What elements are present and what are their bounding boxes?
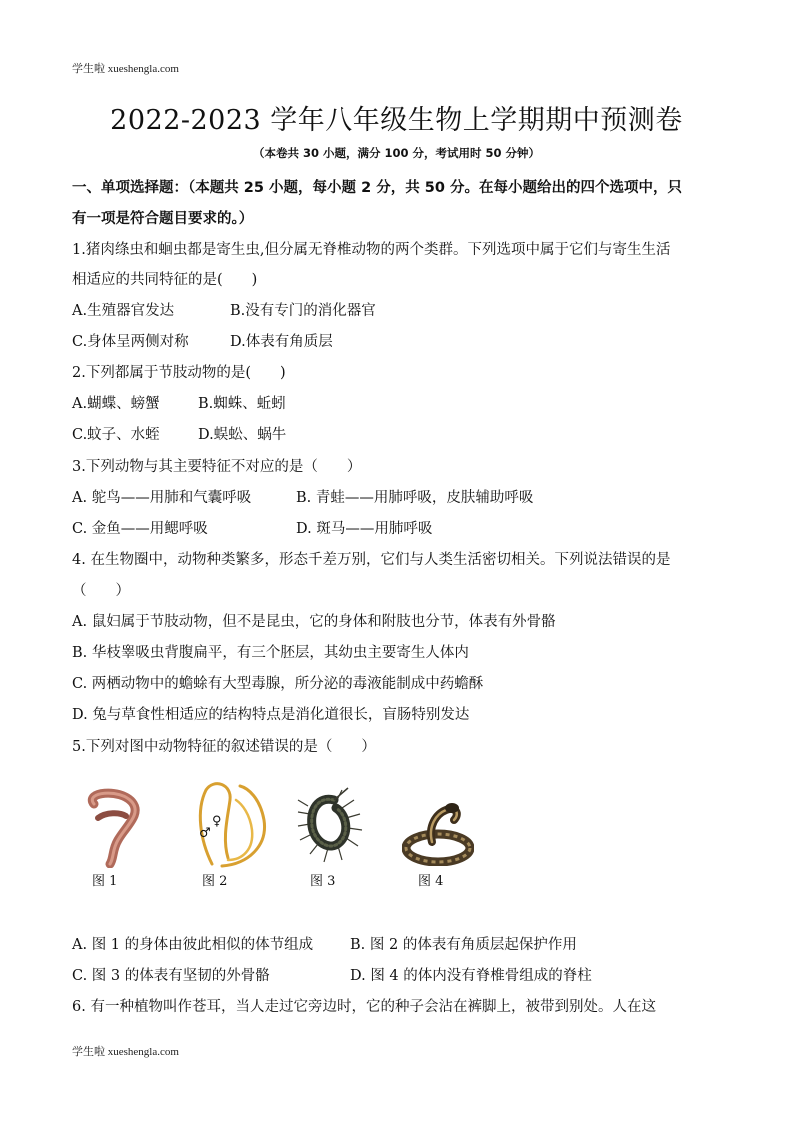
q1-option-c: C.身体呈两侧对称 — [72, 334, 189, 350]
page-subtitle: （本卷共 30 小题，满分 100 分，考试用时 50 分钟） — [252, 146, 541, 160]
q4-option-a: A. 鼠妇属于节肢动物，但不是昆虫，它的身体和附肢也分节，体表有外骨骼 — [72, 614, 556, 630]
figure-label-3: 图 3 — [310, 874, 336, 889]
q2-option-a: A.蝴蝶、螃蟹 — [72, 396, 160, 412]
centipede-image — [296, 786, 366, 868]
q3-option-a: A. 鸵鸟——用肺和气囊呼吸 — [72, 490, 252, 506]
q2-stem: 2.下列都属于节肢动物的是( ) — [72, 365, 286, 381]
q3-option-d: D. 斑马——用肺呼吸 — [296, 521, 433, 537]
watermark-top: 学生啦 xueshengla.com — [72, 63, 179, 75]
figure-label-2: 图 2 — [202, 874, 228, 889]
q4-option-d: D. 兔与草食性相适应的结构特点是消化道很长，盲肠特别发达 — [72, 707, 470, 723]
q1-option-a: A.生殖器官发达 — [72, 303, 175, 319]
q2-option-b: B.蜘蛛、蚯蚓 — [198, 396, 286, 412]
q5-option-d: D. 图 4 的体内没有脊椎骨组成的脊柱 — [350, 968, 592, 984]
q5-stem: 5.下列对图中动物特征的叙述错误的是（ ） — [72, 739, 376, 755]
figure-label-4: 图 4 — [418, 874, 444, 889]
section-heading-line1: 一、单项选择题：（本题共 25 小题，每小题 2 分，共 50 分。在每小题给出的四个选项中，只 — [72, 180, 682, 196]
q6-stem-line1: 6. 有一种植物叫作苍耳，当人走过它旁边时，它的种子会沾在裤脚上，被带到别处。人在这 — [72, 999, 656, 1015]
q4-option-c: C. 两栖动物中的蟾蜍有大型毒腺，所分泌的毒液能制成中药蟾酥 — [72, 676, 484, 692]
q4-stem-line2: （ ） — [72, 583, 130, 599]
male-symbol: ♂ — [199, 826, 211, 841]
section-heading-line2: 有一项是符合题目要求的。） — [72, 211, 254, 227]
snake-image — [402, 790, 474, 866]
female-symbol: ♀ — [212, 814, 222, 829]
q1-option-d: D.体表有角质层 — [230, 334, 333, 350]
q2-option-d: D.蜈蚣、蜗牛 — [198, 427, 287, 443]
q1-stem-line1: 1.猪肉绦虫和蛔虫都是寄生虫,但分属无脊椎动物的两个类群。下列选项中属于它们与寄生生活 — [72, 242, 671, 258]
q2-option-c: C.蚊子、水蛭 — [72, 427, 160, 443]
roundworm-image — [192, 780, 270, 870]
q1-option-b: B.没有专门的消化器官 — [230, 303, 376, 319]
earthworm-image — [80, 788, 150, 868]
q3-option-c: C. 金鱼——用鳃呼吸 — [72, 521, 208, 537]
q3-stem: 3.下列动物与其主要特征不对应的是（ ） — [72, 459, 362, 475]
figure-label-1: 图 1 — [92, 874, 118, 889]
q3-option-b: B. 青蛙——用肺呼吸，皮肤辅助呼吸 — [296, 490, 534, 506]
q5-option-a: A. 图 1 的身体由彼此相似的体节组成 — [72, 937, 314, 953]
q4-option-b: B. 华枝睾吸虫背腹扁平，有三个胚层，其幼虫主要寄生人体内 — [72, 645, 469, 661]
q5-option-c: C. 图 3 的体表有坚韧的外骨骼 — [72, 968, 270, 984]
q4-stem-line1: 4. 在生物圈中，动物种类繁多，形态千差万别，它们与人类生活密切相关。下列说法错误的是 — [72, 552, 671, 568]
watermark-bottom: 学生啦 xueshengla.com — [72, 1046, 179, 1058]
page-title: 2022-2023 学年八年级生物上学期期中预测卷 — [110, 105, 683, 136]
q1-stem-line2: 相适应的共同特征的是( ) — [72, 272, 258, 288]
q5-option-b: B. 图 2 的体表有角质层起保护作用 — [350, 937, 577, 953]
